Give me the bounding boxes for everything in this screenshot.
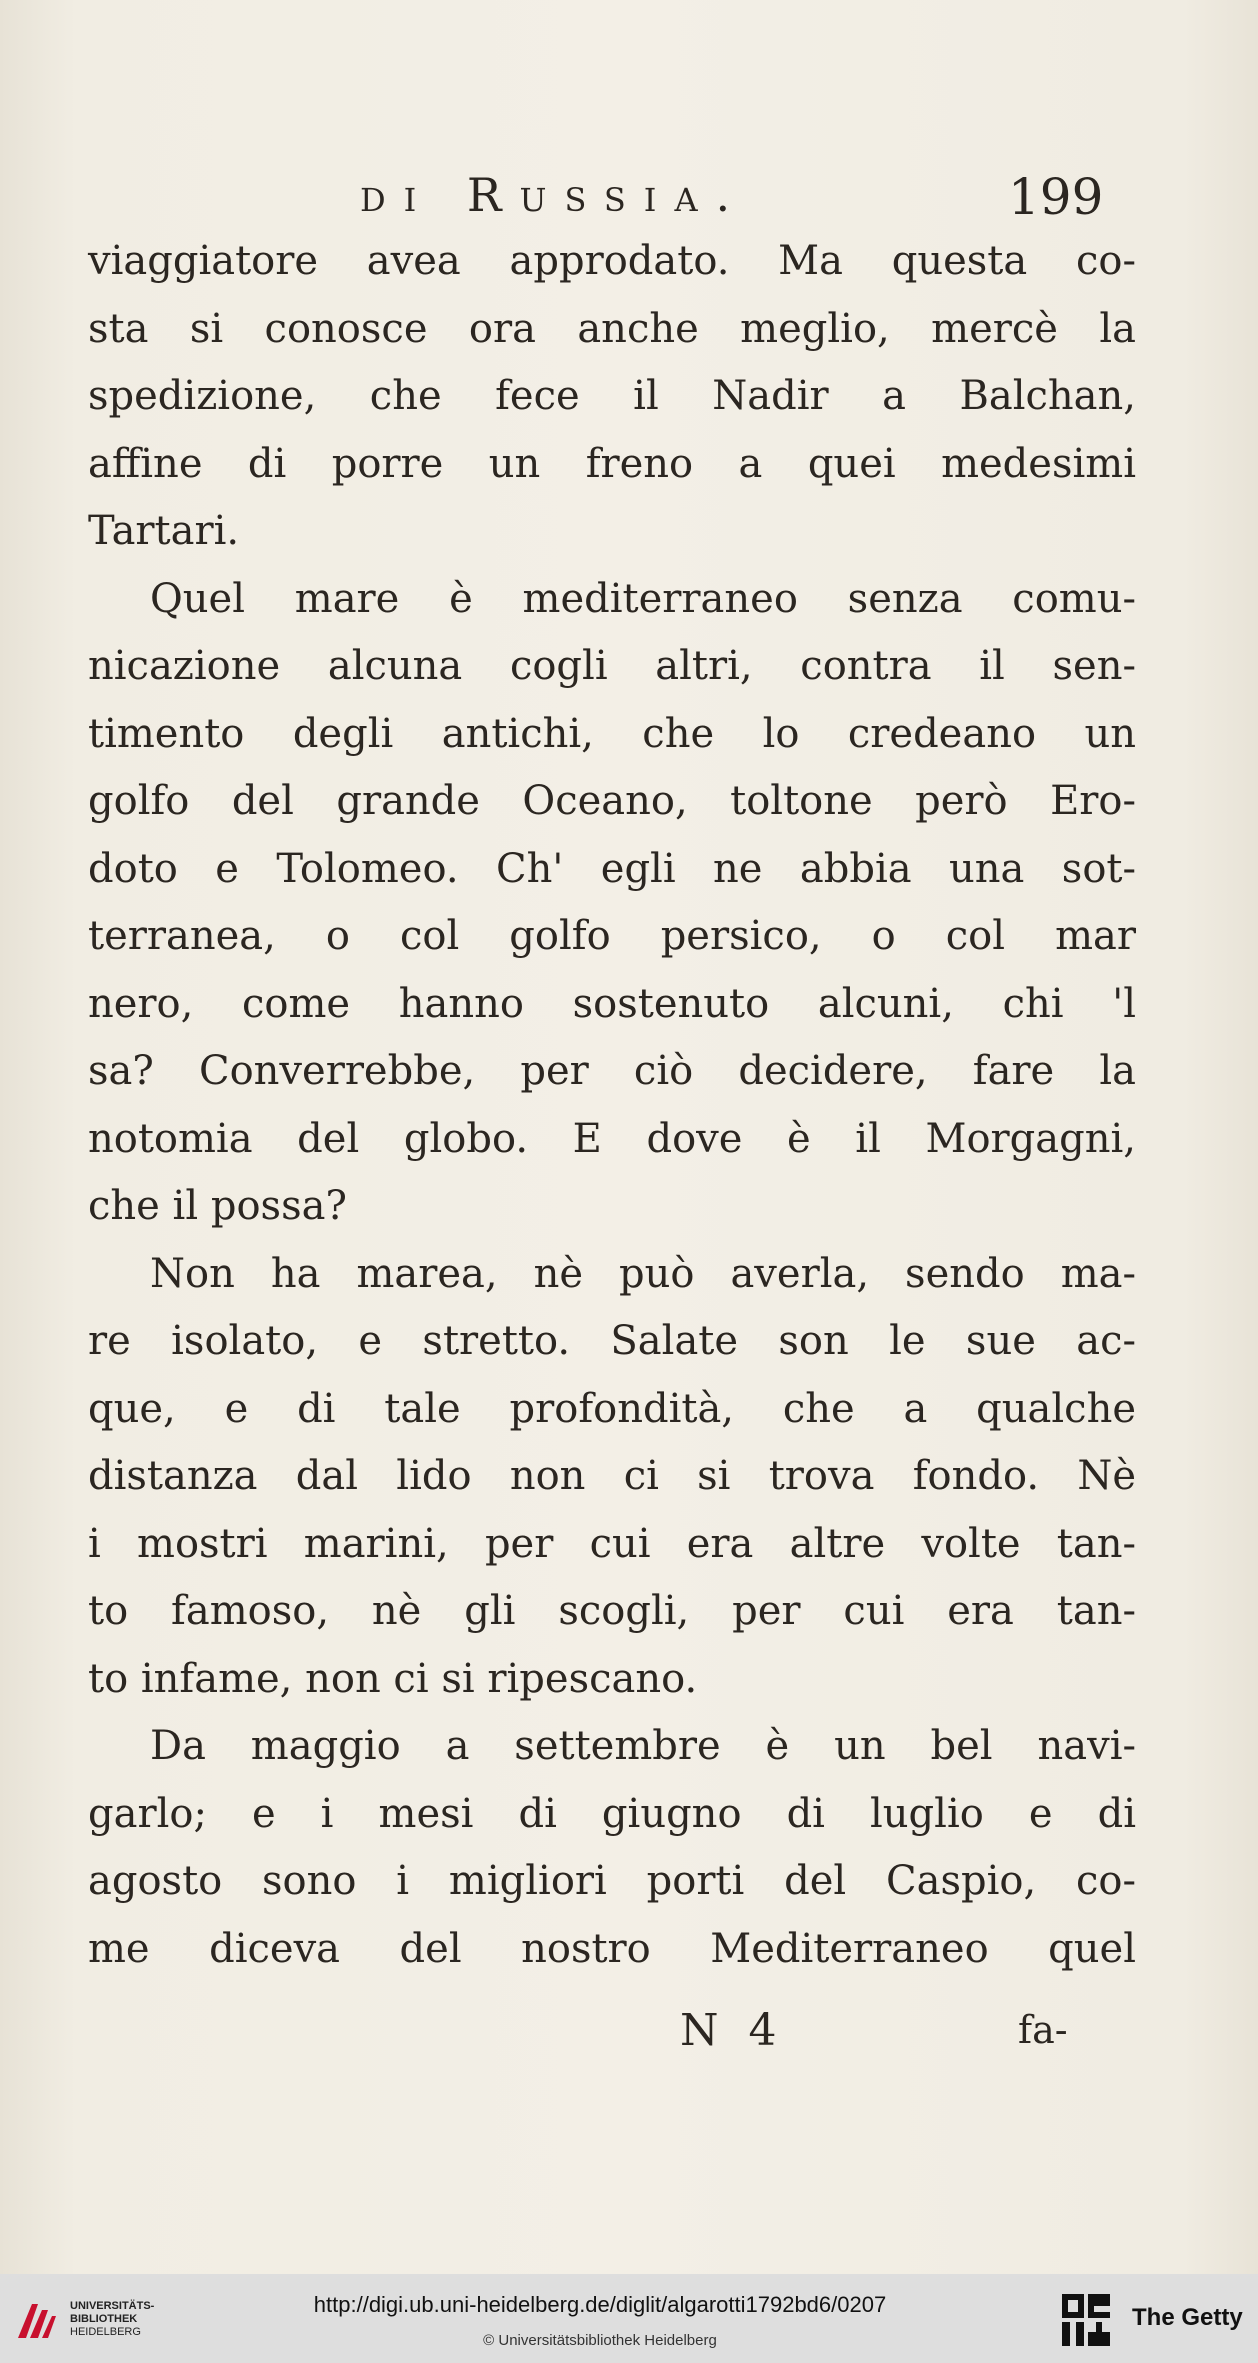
text-line: sta si conosce ora anche meglio, mercè la <box>88 305 1136 352</box>
text-line: Tartari. <box>88 508 240 554</box>
running-head <box>0 168 1258 228</box>
text-line: che il possa? <box>88 1183 347 1229</box>
text-line: nicazione alcuna cogli altri, contra il sen- <box>88 643 1136 689</box>
text-line: golfo del grande Oceano, toltone però Ero- <box>88 778 1136 824</box>
text-line: garlo; e i mesi di giugno di luglio e di <box>88 1790 1136 1837</box>
text-line: to infame, non ci si ripescano. <box>88 1655 698 1702</box>
text-line: agosto sono i migliori porti del Caspio, co- <box>88 1858 1136 1904</box>
permalink-url[interactable]: http://digi.ub.uni-heidelberg.de/diglit/algarotti1792bd6/0207 <box>313 2292 887 2317</box>
page-number: 199 <box>1008 168 1104 226</box>
text-line: to famoso, nè gli scogli, per cui era tan- <box>88 1588 1136 1634</box>
text-line: sa? Converrebbe, per ciò decidere, fare la <box>88 1048 1136 1094</box>
signature-mark: N 4 <box>680 2005 785 2056</box>
copyright-notice: © Universitätsbibliothek Heidelberg <box>483 2332 717 2349</box>
catchword: fa- <box>1018 2008 1068 2052</box>
text-line: spedizione, che fece il Nadir a Balchan, <box>88 373 1136 419</box>
text-line: Quel mare è mediterraneo senza comu- <box>150 575 1136 622</box>
university-library-logo-icon <box>12 2296 60 2344</box>
text-line: affine di porre un freno a quei medesimi <box>88 440 1136 487</box>
running-head-title: di Russia. <box>360 168 749 222</box>
getty-logo-icon <box>1060 2292 1112 2350</box>
library-name-line: UNIVERSITÄTS- <box>70 2300 155 2312</box>
text-line: me diceva del nostro Mediterraneo quel <box>88 1925 1136 1972</box>
text-line: Non ha marea, nè può averla, sendo ma- <box>150 1250 1136 1297</box>
text-line: i mostri marini, per cui era altre volte tan- <box>88 1520 1136 1567</box>
text-line: viaggiatore avea approdato. Ma questa co- <box>88 238 1136 284</box>
text-line: terranea, o col golfo persico, o col mar <box>88 913 1136 959</box>
text-line: distanza dal lido non ci si trova fondo. Nè <box>88 1453 1136 1499</box>
library-name-line: BIBLIOTHEK <box>70 2313 138 2325</box>
library-name <box>70 2300 180 2339</box>
body-text <box>88 228 1136 1983</box>
text-line: notomia del globo. E dove è il Morgagni, <box>88 1115 1136 1162</box>
text-line: que, e di tale profondità, che a qualche <box>88 1385 1136 1432</box>
text-line: Da maggio a settembre è un bel navi- <box>150 1723 1136 1769</box>
library-name-line: HEIDELBERG <box>70 2326 141 2338</box>
text-line: doto e Tolomeo. Ch' egli ne abbia una sot- <box>88 845 1136 892</box>
getty-name: The Getty <box>1132 2304 1243 2331</box>
text-line: re isolato, e stretto. Salate son le sue ac- <box>88 1318 1136 1364</box>
viewer-footer <box>0 2274 1258 2363</box>
text-line: nero, come hanno sostenuto alcuni, chi 'l <box>88 980 1136 1027</box>
text-line: timento degli antichi, che lo credeano un <box>88 710 1136 757</box>
